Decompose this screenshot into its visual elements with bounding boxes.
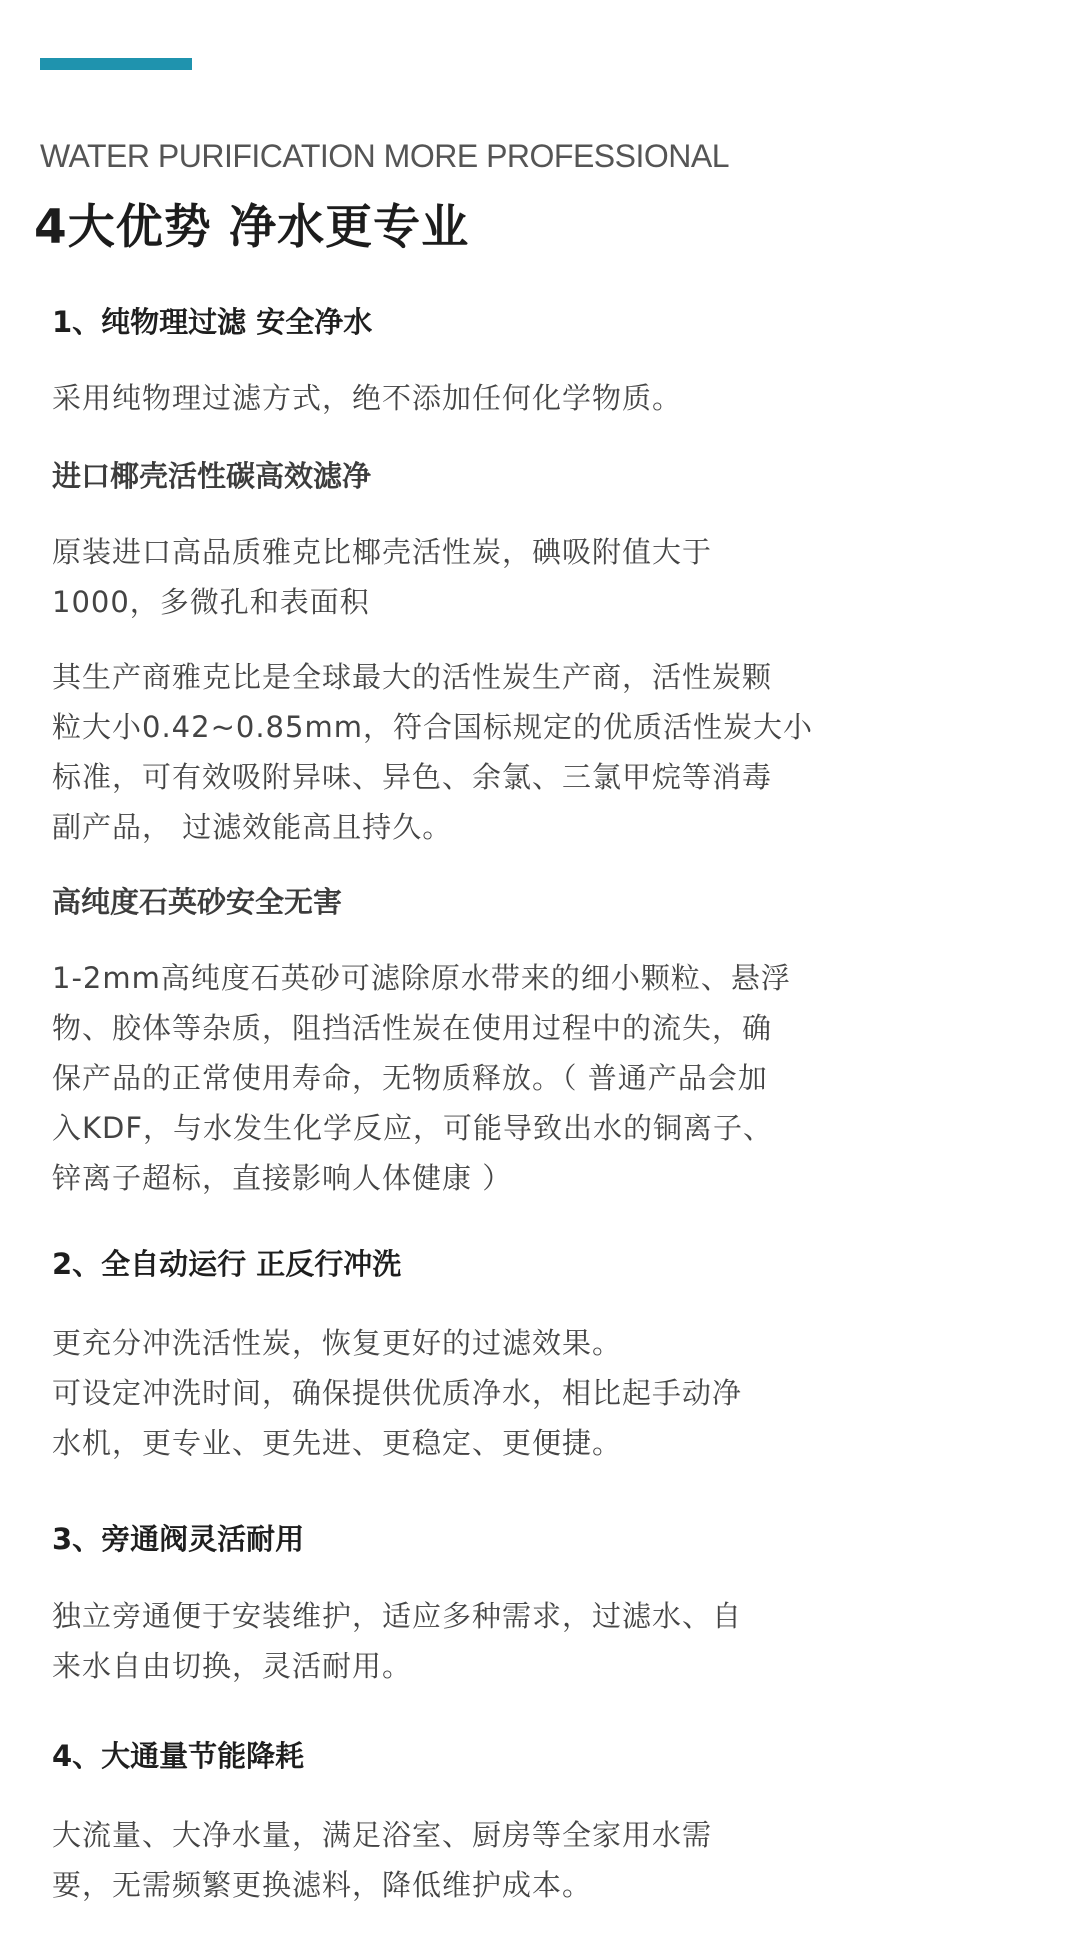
paragraph-line: 要，无需频繁更换滤料，降低维护成本。 [52,1868,593,1902]
paragraph-line: 可设定冲洗时间，确保提供优质净水，相比起手动净 [52,1376,743,1410]
section-1-sub2-heading-block [52,882,872,922]
paragraph-line: 独立旁通便于安装维护，适应多种需求，过滤水、自 [52,1599,743,1633]
section-2-heading-block [52,1244,872,1284]
section-4-text [52,1810,872,1910]
paragraph-line: 粒大小0.42~0.85mm，符合国标规定的优质活性炭大小 [52,710,813,744]
paragraph-line: 锌离子超标，直接影响人体健康 ） [52,1161,513,1195]
section-3-text [52,1591,872,1691]
paragraph-line: 副产品， 过滤效能高且持久。 [52,810,453,844]
paragraph-line: 大流量、大净水量，满足浴室、厨房等全家用水需 [52,1818,713,1852]
paragraph-line: 标准，可有效吸附异味、异色、余氯、三氯甲烷等消毒 [52,760,773,794]
section-1-heading-block [52,302,872,342]
paragraph-line: 采用纯物理过滤方式，绝不添加任何化学物质。 [52,381,683,415]
paragraph-line: 1-2mm高纯度石英砂可滤除原水带来的细小颗粒、悬浮 [52,961,791,995]
paragraph-line: 其生产商雅克比是全球最大的活性炭生产商，活性炭颗 [52,660,773,694]
section-heading: 1、纯物理过滤 安全净水 [52,305,373,339]
accent-bar [40,58,192,70]
section-1-sub1-heading-block [52,456,872,496]
paragraph-line: 水机，更专业、更先进、更稳定、更便捷。 [52,1426,623,1460]
section-4-heading-block [52,1736,872,1776]
section-2-text [52,1318,872,1468]
section-heading: 4、大通量节能降耗 [52,1739,305,1773]
section-1-sub1-extra-text [52,652,872,852]
section-heading: 2、全自动运行 正反行冲洗 [52,1247,402,1281]
sub-heading: 进口椰壳活性碳高效滤净 [52,459,372,493]
section-heading: 3、旁通阀灵活耐用 [52,1522,305,1556]
paragraph-line: 原装进口高品质雅克比椰壳活性炭，碘吸附值大于 [52,535,713,569]
paragraph-line: 1000，多微孔和表面积 [52,585,370,619]
section-3-heading-block [52,1519,872,1559]
eyebrow-subtitle: WATER PURIFICATION MORE PROFESSIONAL [40,138,730,174]
section-1-sub2-text [52,953,872,1203]
paragraph-line: 物、胶体等杂质，阻挡活性炭在使用过程中的流失，确 [52,1011,773,1045]
page-title: 4大优势 净水更专业 [34,200,470,255]
section-1-sub1-text [52,527,872,627]
sub-heading: 高纯度石英砂安全无害 [52,885,343,919]
paragraph-line: 保产品的正常使用寿命，无物质释放。（ 普通产品会加 [52,1061,768,1095]
paragraph-line: 更充分冲洗活性炭，恢复更好的过滤效果。 [52,1326,623,1360]
section-1-intro [52,373,872,423]
paragraph-line: 入KDF，与水发生化学反应，可能导致出水的铜离子、 [52,1111,774,1145]
paragraph-line: 来水自由切换，灵活耐用。 [52,1649,413,1683]
